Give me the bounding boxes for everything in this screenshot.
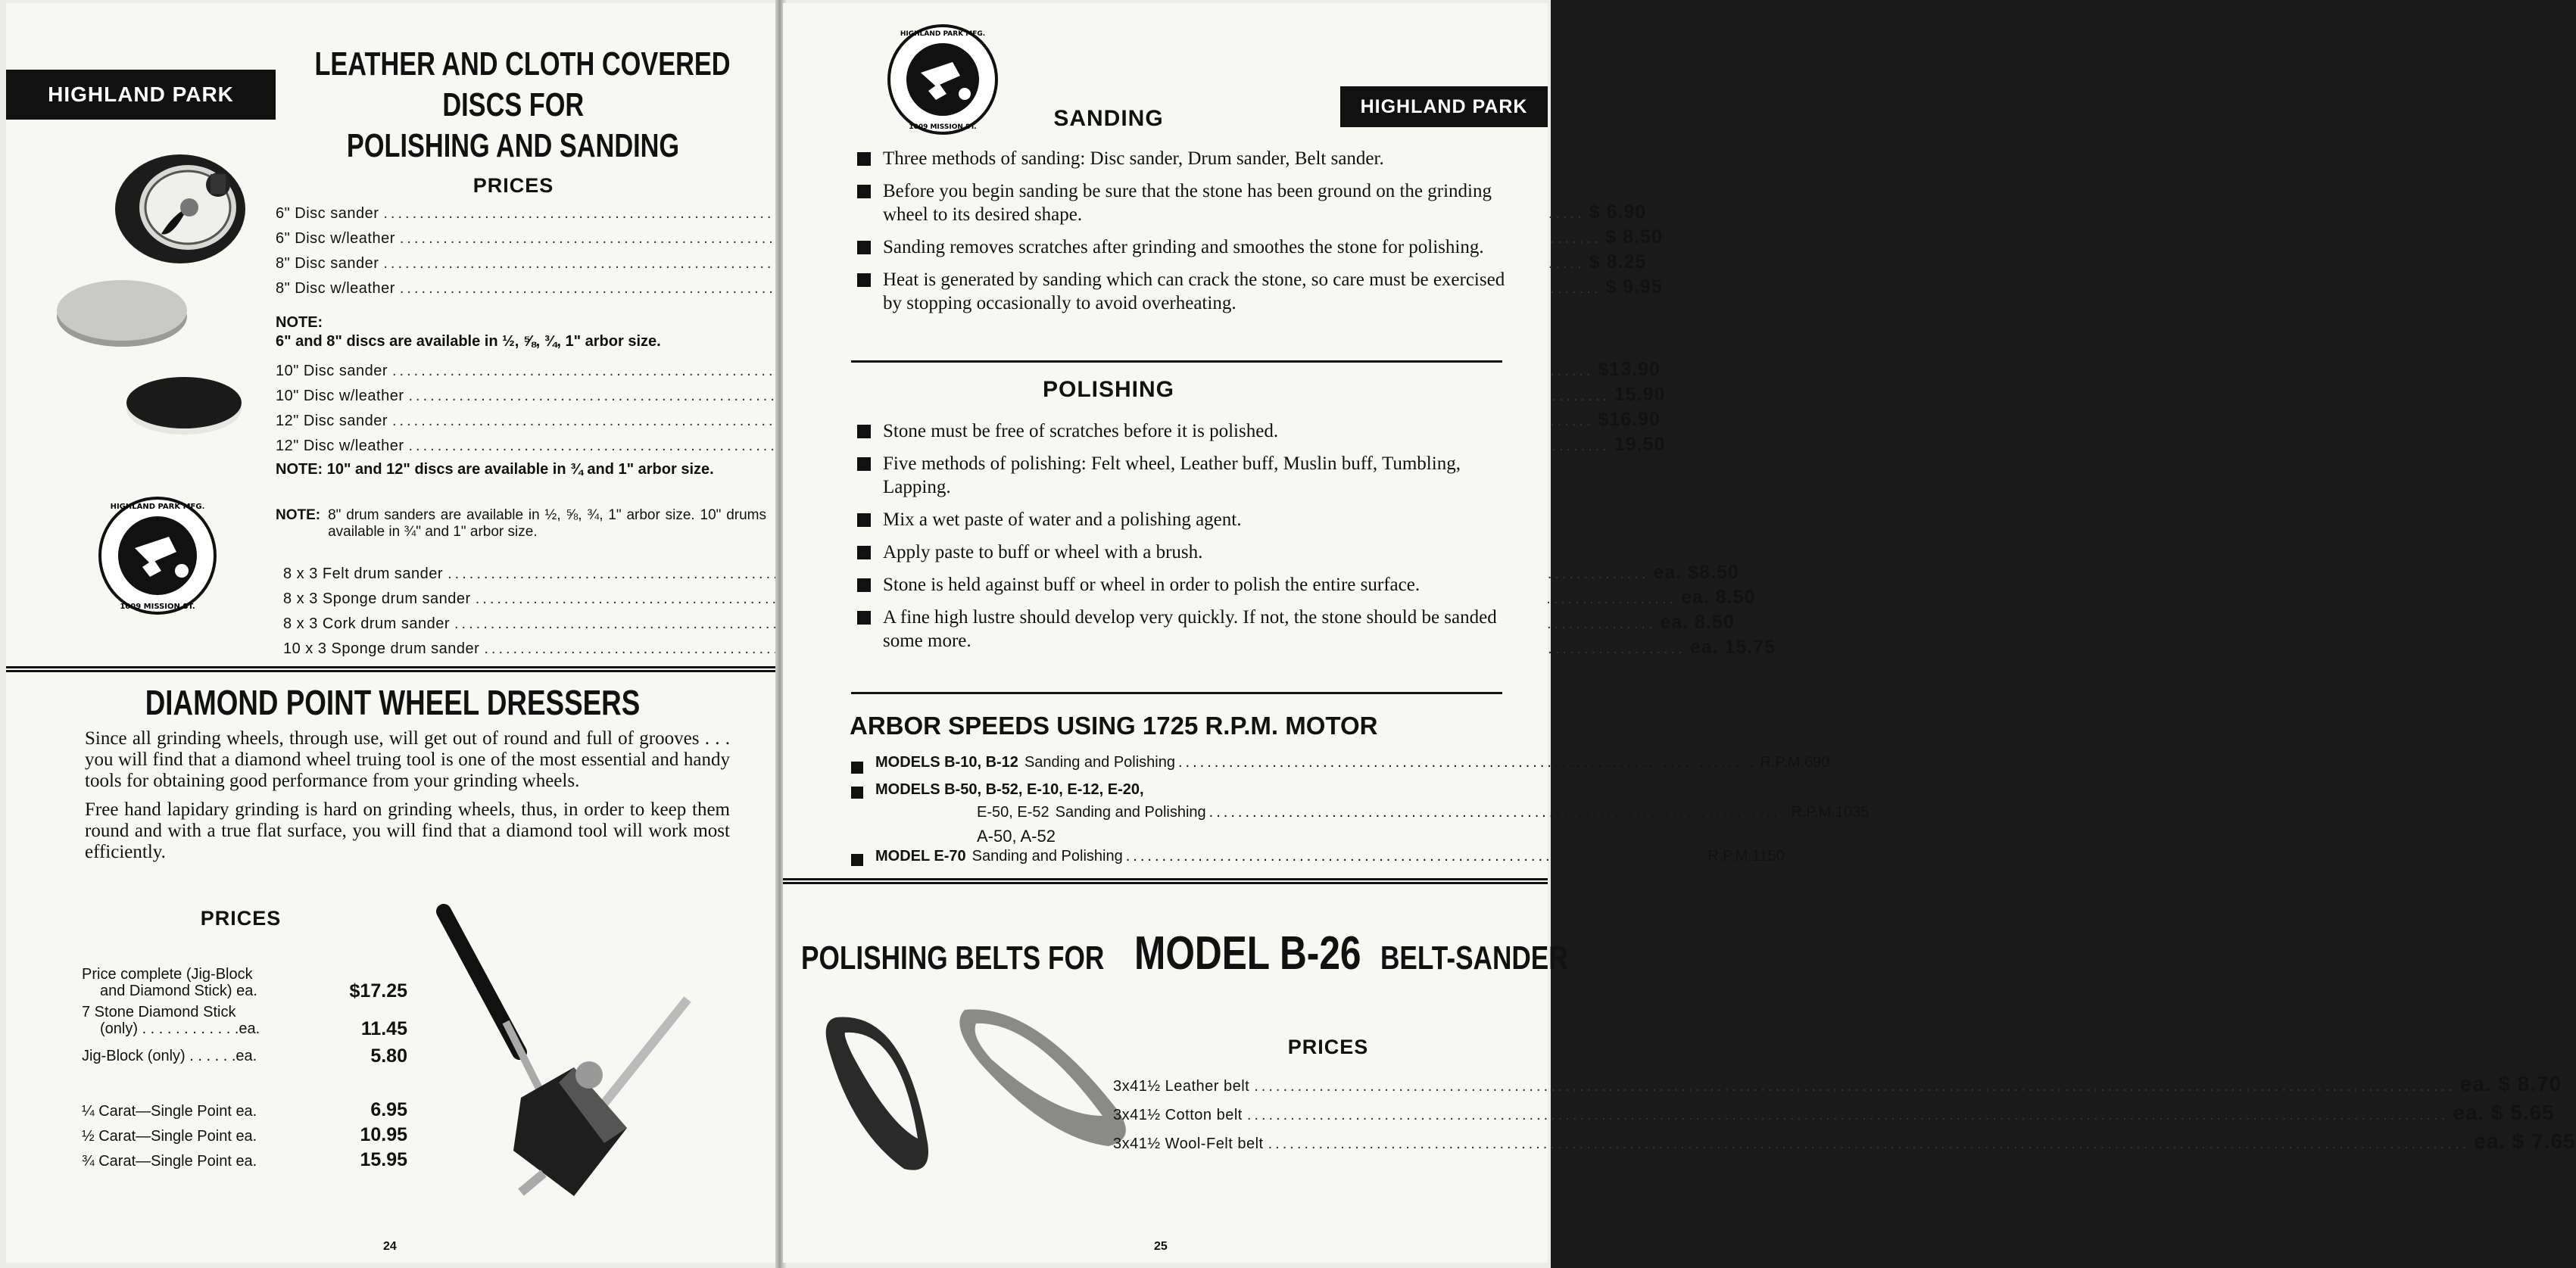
price-value: $16.90 xyxy=(1598,409,1661,430)
leather-disc-image xyxy=(120,365,248,441)
sanding-list xyxy=(857,147,1523,315)
rule-sanding-polishing xyxy=(851,360,1502,363)
price-row xyxy=(276,359,1661,384)
leader-dots xyxy=(1247,1107,2448,1124)
wheel-dresser-tool-image xyxy=(430,901,718,1204)
arbor-heading: ARBOR SPEEDS USING 1725 R.P.M. MOTOR xyxy=(850,712,1378,740)
price-row xyxy=(82,961,407,1002)
list-item xyxy=(857,268,1523,315)
price-value: 15.90 xyxy=(1614,384,1666,405)
note-c-text: 8" drum sanders are available in ½, ⅝, ¾, 1" arbor size. 10" drums available in ¾" and 1" arbor size. xyxy=(328,507,766,540)
price-label: 8 x 3 Sponge drum sander xyxy=(283,590,471,607)
price-value: 15.95 xyxy=(360,1149,407,1170)
price-label: 3x41½ Leather belt xyxy=(1113,1078,1250,1095)
belts-title-a: POLISHING BELTS FOR xyxy=(801,939,1105,977)
arbor-rpm: 1035 xyxy=(1835,804,1870,821)
price-row xyxy=(82,1149,407,1174)
price-row xyxy=(1113,1129,2576,1158)
price-row xyxy=(82,1037,407,1067)
price-label: 7 Stone Diamond Stick xyxy=(82,1004,236,1020)
dressers-paragraph-1: Since all grinding wheels, through use, will get out of round and full of grooves . . . you will find that a diamond wheel truing tool is one of the most essential and handy tools for obtaining good performance from your grinding wheels. xyxy=(85,728,730,791)
polishing-list xyxy=(857,419,1523,653)
leader-dots: ................................................................................ xyxy=(1125,848,1705,865)
highland-park-logo-right xyxy=(886,23,1000,136)
highland-park-banner-left: HIGHLAND PARK xyxy=(6,70,276,120)
price-label: 8 x 3 Felt drum sander xyxy=(283,565,444,582)
arbor-speeds-list xyxy=(851,754,1870,872)
leader-dots xyxy=(1268,1136,2469,1153)
price-label: 3x41½ Wool-Felt belt xyxy=(1113,1136,1264,1152)
price-value: $ 8.50 xyxy=(1605,226,1663,248)
arbor-speed-row xyxy=(851,781,1517,804)
arbor-unit: R.P.M. xyxy=(1791,804,1835,821)
bullet-square-icon xyxy=(857,513,871,527)
dressers-title: DIAMOND POINT WHEEL DRESSERS xyxy=(145,683,640,722)
bullet-square-icon xyxy=(857,425,871,438)
arbor-models: MODEL E-70 xyxy=(875,848,966,865)
price-value: $ 9.95 xyxy=(1605,276,1663,298)
price-label: Jig-Block (only) . . . . . .ea. xyxy=(82,1048,257,1064)
belts-title-c: BELT-SANDER xyxy=(1380,939,1568,977)
price-value: ea. 8.50 xyxy=(1660,612,1735,633)
bullet-square-icon xyxy=(857,185,871,198)
bullet-square-icon xyxy=(857,457,871,471)
price-value: 19.50 xyxy=(1614,434,1666,455)
leader-dots xyxy=(1254,1078,2455,1095)
belts-prices-heading: PRICES xyxy=(1287,1036,1369,1058)
price-value: ea. $ 7.65 xyxy=(2474,1129,2576,1153)
svg-text:1009 MISSION ST.: 1009 MISSION ST. xyxy=(120,603,195,611)
price-value: ea. $8.50 xyxy=(1653,562,1739,583)
price-value: 11.45 xyxy=(360,1018,407,1039)
page-number-right: 25 xyxy=(1154,1240,1168,1253)
list-item-text: Stone must be free of scratches before it is polished. xyxy=(883,421,1279,441)
price-label: 12" Disc sander xyxy=(276,413,388,429)
price-label: 10" Disc w/leather xyxy=(276,388,404,404)
list-item xyxy=(857,147,1523,170)
discs-title-line-3: POLISHING AND SANDING xyxy=(347,127,680,164)
arbor-use: Sanding and Polishing xyxy=(1024,754,1175,771)
discs-title-line-2: DISCS FOR xyxy=(442,86,585,123)
list-item xyxy=(857,452,1523,499)
arbor-models-3: A-50, A-52 xyxy=(977,827,1056,846)
price-row xyxy=(82,1124,407,1149)
price-row xyxy=(1113,1072,2562,1101)
price-value: ea. $ 8.70 xyxy=(2459,1072,2562,1095)
arbor-speed-row-cont xyxy=(851,804,1870,827)
price-row xyxy=(82,1099,407,1124)
discs-title xyxy=(256,44,771,85)
price-label: 8" Disc w/leather xyxy=(276,280,395,297)
note-a xyxy=(276,313,766,351)
arbor-rpm: 690 xyxy=(1804,754,1830,771)
bullet-square-icon xyxy=(857,578,871,592)
price-label: 8 x 3 Cork drum sander xyxy=(283,615,450,632)
price-label: 3x41½ Cotton belt xyxy=(1113,1107,1243,1123)
price-value: $17.25 xyxy=(349,980,407,1002)
price-label-line-2: and Diamond Stick) ea. xyxy=(100,983,257,999)
price-value: 10.95 xyxy=(360,1124,407,1145)
arbor-use: Sanding and Polishing xyxy=(1055,804,1206,821)
dressers-description xyxy=(85,728,730,863)
discs-title-row-3 xyxy=(256,126,771,167)
svg-text:HIGHLAND PARK MFG.: HIGHLAND PARK MFG. xyxy=(110,503,205,511)
price-row xyxy=(276,434,1666,459)
price-label: ¾ Carat—Single Point ea. xyxy=(82,1153,257,1170)
list-item-text: Mix a wet paste of water and a polishing agent. xyxy=(883,509,1242,530)
list-item-text: Five methods of polishing: Felt wheel, Leather buff, Muslin buff, Tumbling, Lapping. xyxy=(883,453,1461,497)
highland-park-banner-right: HIGHLAND PARK xyxy=(1340,86,1548,127)
bullet-square-icon xyxy=(851,854,863,866)
arbor-unit: R.P.M. xyxy=(1707,848,1752,865)
list-item-text: Stone is held against buff or wheel in order to polish the entire surface. xyxy=(883,575,1421,595)
arbor-speed-row xyxy=(851,848,1785,872)
rule-polishing-arbor xyxy=(851,692,1502,694)
polishing-heading: POLISHING xyxy=(1042,377,1174,402)
arbor-unit: R.P.M. xyxy=(1760,754,1805,771)
price-value: 5.80 xyxy=(370,1045,407,1067)
bullet-square-icon xyxy=(857,241,871,254)
price-label: Price complete (Jig-Block xyxy=(82,966,253,983)
bullet-square-icon xyxy=(857,546,871,559)
discs-title-row-2 xyxy=(256,85,771,126)
price-label: 6" Disc w/leather xyxy=(276,230,395,247)
price-label: 12" Disc w/leather xyxy=(276,438,404,454)
price-value: $ 8.25 xyxy=(1589,251,1647,273)
carat-prices xyxy=(82,1099,407,1174)
price-value: $ 6.90 xyxy=(1589,201,1647,223)
cloth-disc-image xyxy=(50,269,194,353)
note-c xyxy=(276,507,766,541)
belt-prices xyxy=(1113,1072,2576,1158)
price-label-block xyxy=(82,1004,260,1037)
arbor-speed-row xyxy=(851,754,1830,781)
svg-text:1009 MISSION ST.: 1009 MISSION ST. xyxy=(909,123,977,131)
section-divider-left xyxy=(6,666,778,672)
arbor-rpm: 1150 xyxy=(1751,848,1785,865)
dressers-title-wrap xyxy=(6,683,778,722)
sanding-heading: SANDING xyxy=(1053,106,1164,131)
price-label: 10 x 3 Sponge drum sander xyxy=(283,640,480,657)
price-row xyxy=(276,251,1647,276)
arbor-use: Sanding and Polishing xyxy=(971,848,1123,865)
list-item xyxy=(857,606,1523,653)
discs-prices-heading: PRICES xyxy=(472,174,554,197)
price-row xyxy=(1113,1101,2555,1129)
list-item xyxy=(857,419,1523,443)
bullet-square-icon xyxy=(851,787,863,799)
discs-title-line-1: LEATHER AND CLOTH COVERED xyxy=(314,45,731,83)
belts-title-b: MODEL B-26 xyxy=(1134,927,1361,980)
list-item xyxy=(857,573,1523,597)
page-number-left: 24 xyxy=(383,1240,397,1253)
list-item xyxy=(857,508,1523,531)
note-a-text: 6" and 8" discs are available in ½, ⅝, ¾, 1" arbor size. xyxy=(276,333,661,350)
arbor-models: MODELS B-50, B-52, E-10, E-12, E-20, xyxy=(875,781,1144,798)
leader-dots: ................................................................................ xyxy=(1177,754,1757,771)
list-item-text: Apply paste to buff or wheel with a brush. xyxy=(883,542,1203,562)
price-label: ½ Carat—Single Point ea. xyxy=(82,1128,257,1145)
bullet-square-icon xyxy=(857,611,871,625)
price-value: $13.90 xyxy=(1598,359,1661,380)
list-item-text: Heat is generated by sanding which can crack the stone, so care must be exercised by stopping occasionally to avoid overheating. xyxy=(883,269,1505,313)
price-label: 8" Disc sander xyxy=(276,255,379,272)
list-item-text: Three methods of sanding: Disc sander, Drum sander, Belt sander. xyxy=(883,148,1384,169)
note-a-label: NOTE: xyxy=(276,314,323,331)
price-label: ¼ Carat—Single Point ea. xyxy=(82,1103,257,1120)
note-c-label: NOTE: xyxy=(276,507,321,523)
sanding-belts-image xyxy=(806,995,1139,1184)
price-value: 6.95 xyxy=(370,1099,407,1120)
belts-title xyxy=(801,927,1614,980)
list-item xyxy=(857,179,1523,226)
price-row xyxy=(283,637,1776,662)
price-value: ea. 15.75 xyxy=(1689,637,1776,658)
bullet-square-icon xyxy=(857,273,871,287)
price-value: ea. $ 5.65 xyxy=(2453,1101,2555,1124)
list-item-text: Before you begin sanding be sure that the stone has been ground on the grinding wheel to its desired shape. xyxy=(883,181,1492,225)
price-label-block xyxy=(82,966,257,999)
list-item xyxy=(857,235,1523,259)
list-item xyxy=(857,541,1523,564)
bullet-square-icon xyxy=(851,762,863,774)
dressers-prices-heading: PRICES xyxy=(200,907,282,930)
note-b: NOTE: 10" and 12" discs are available in ¾ and 1" arbor size. xyxy=(276,461,714,478)
price-label: 6" Disc sander xyxy=(276,205,379,222)
price-row xyxy=(283,587,1756,612)
price-label: 10" Disc sander xyxy=(276,363,388,379)
list-item-text: Sanding removes scratches after grinding and smoothes the stone for polishing. xyxy=(883,237,1484,257)
section-divider-right xyxy=(783,878,1548,884)
bullet-square-icon xyxy=(857,152,871,166)
dresser-prices xyxy=(82,961,407,1067)
leader-dots: ................................................................................ xyxy=(1208,804,1789,821)
disc-sander-wheel-image xyxy=(104,147,264,268)
price-value: ea. 8.50 xyxy=(1681,587,1756,608)
arbor-speed-row-cont-2 xyxy=(851,827,1517,848)
svg-text:HIGHLAND PARK MFG.: HIGHLAND PARK MFG. xyxy=(900,30,986,38)
arbor-models-2: E-50, E-52 xyxy=(977,804,1049,821)
price-label-line-2: (only) . . . . . . . . . . . .ea. xyxy=(100,1020,260,1037)
highland-park-logo-left xyxy=(97,495,218,616)
list-item-text: A fine high lustre should develop very quickly. If not, the stone should be sanded some more. xyxy=(883,607,1497,651)
dressers-paragraph-2: Free hand lapidary grinding is hard on grinding wheels, thus, in order to keep them round and with a true flat surface, you will find that a diamond tool will work most efficiently. xyxy=(85,799,730,862)
arbor-models: MODELS B-10, B-12 xyxy=(875,754,1018,771)
price-row xyxy=(82,999,407,1037)
